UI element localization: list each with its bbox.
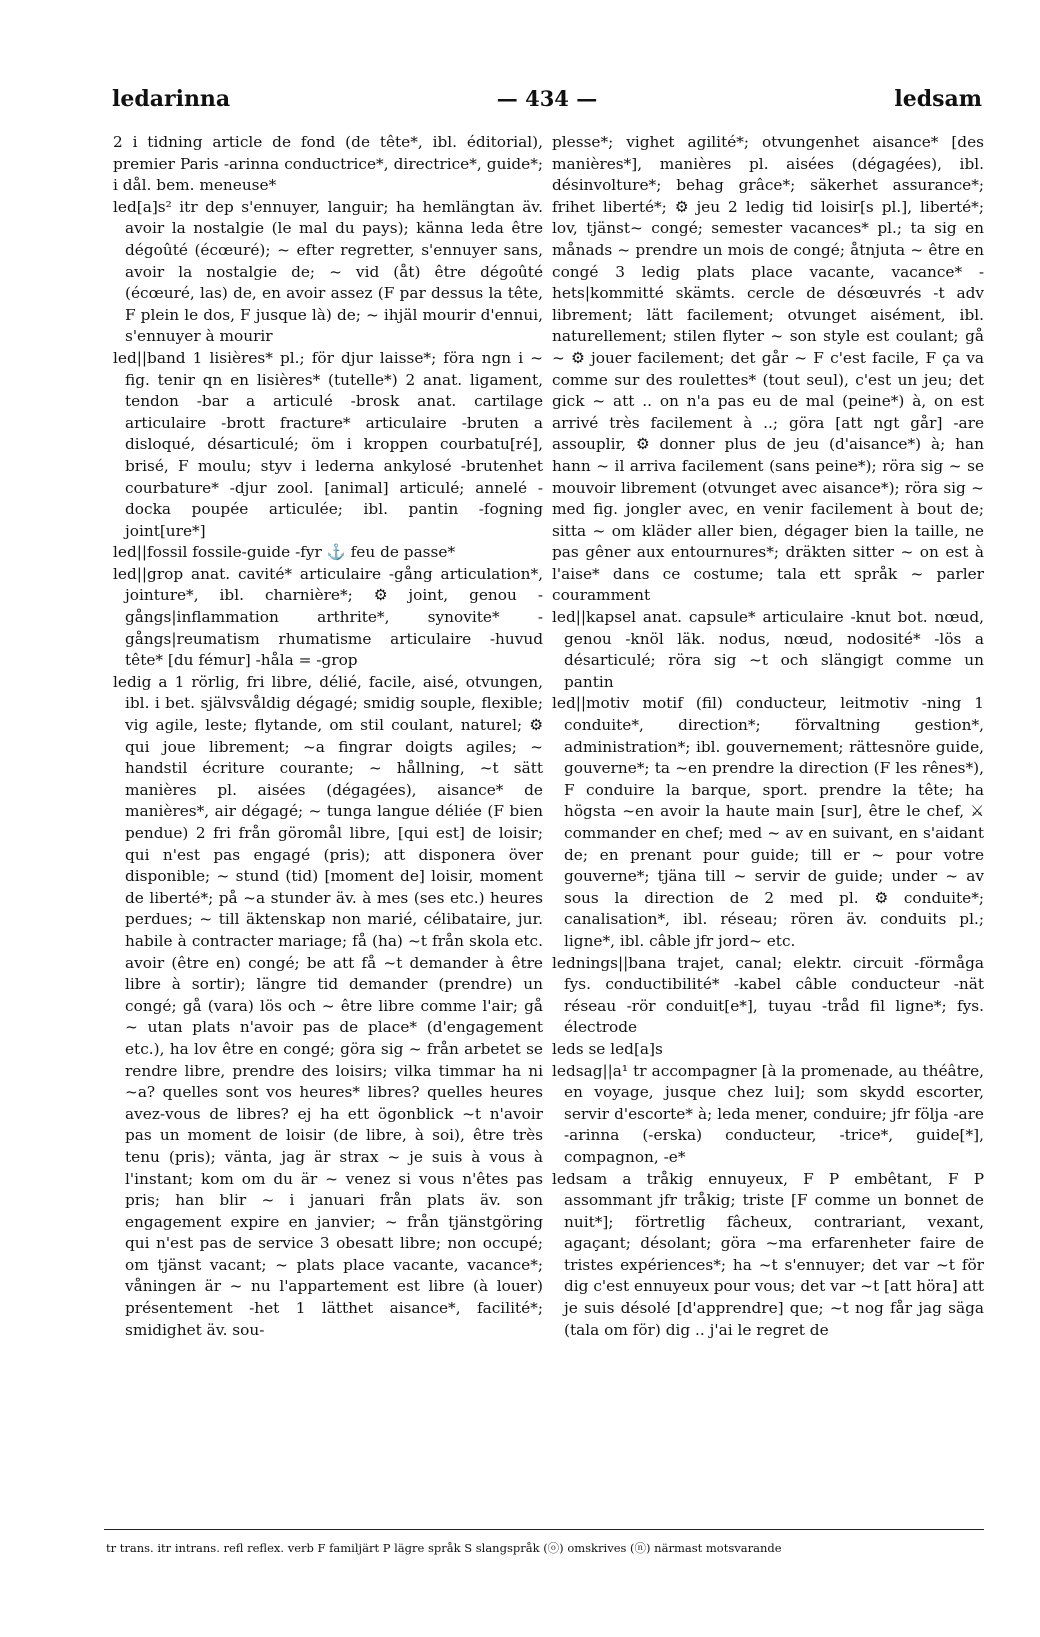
- left-guideword: ledarinna: [112, 86, 231, 112]
- left-column: [113, 132, 543, 1341]
- right-column: [552, 132, 984, 1341]
- page-header: [112, 86, 982, 120]
- entry-ledsaga: ledsag||a¹ tr accompagner [à la promenade, au théâtre, en voyage, jusque chez lui]; som skydd escorter, servir d'escorte* à; leda mener, conduire; jfr följa -are -arinna (-erska) conducteur, -trice*, guide[*], compagnon, -e*: [552, 1061, 984, 1166]
- page-number: — 434 —: [496, 86, 598, 111]
- entry-ledband: led||band 1 lisières* pl.; för djur laisse*; föra ngn i ~ fig. tenir qn en lisières* (tutelle*) 2 anat. ligament, tendon -bar a articulé -brosk anat. cartilage articulaire -brott fracture* articulaire -bruten a disloqué, désarticulé; öm i kroppen courbatu[ré], brisé, F moulu; styv i lederna ankylosé -brutenhet courbature* -djur zool. [animal] articulé; annelé -docka poupée articulée; ibl. pantin -fogning joint[ure*]: [113, 348, 543, 540]
- entry-ledgrop: led||grop anat. cavité* articulaire -gång articulation*, jointure*, ibl. charnière*; ⚙ joint, genou -gångs|inflammation arthrite*, synovite* -gångs|reumatism rhumatisme articulaire -huvud tête* [du fémur] -håla = -grop: [113, 564, 543, 670]
- entry-continuation: plesse*; vighet agilité*; otvungenhet aisance* [des manières*], manières pl. aisées (dégagées), ibl. désinvolture*; behag grâce*; säkerhet assurance*; frihet liberté*; ⚙ jeu 2 ledig tid loisir[s pl.], liberté*; lov, tjänst~ congé; semester vacances* pl.; ta sig en månads ~ prendre un mois de congé; åtnjuta ~ être en congé 3 ledig plats place vacante, vacance* -hets|kommitté skämts. cercle de désœuvrés -t adv librement; lätt facilement; otvunget aisément, ibl. naturellement; stilen flyter ~ son style est coulant; gå ~ ⚙ jouer facilement; det går ~ F c'est facile, F ça va comme sur des roulettes* (tout seul), c'est un jeu; det gick ~ att .. on n'a pas eu de mal (peine*) à, on est arrivé très facilement à ..; göra [att ngt går] -are assouplir, ⚙ donner plus de jeu (d'aisance*) à; han hann ~ il arriva facilement (sans peine*); röra sig ~ se mouvoir librement (otvunget avec aisance*); röra sig ~ med fig. jongler avec, en venir facilement à bout de; sitta ~ om kläder aller bien, dégager bien la taille, ne pas gêner aux entournures*; dräkten sitter ~ on est à l'aise* dans ce costume; tala ett språk ~ parler couramment: [552, 133, 984, 605]
- entry-ledfossil: led||fossil fossile-guide -fyr ⚓ feu de passe*: [113, 543, 456, 562]
- entry-ledmotiv: led||motiv motif (fil) conducteur, leitmotiv -ning 1 conduite*, direction*; förvaltning gestion*, administration*; ibl. gouvernement; rättesnöre guide, gouverne*; ta ~en prendre la direction (F les rênes*), F conduire la barque, sport. prendre la tête; ha högsta ~en avoir la haute main [sur], être le chef, ⚔ commander en chef; med ~ av en suivant, en s'aidant de; en prenant pour guide; till er ~ pour votre gouverne*; tjäna till ~ servir de guide; under ~ av sous la direction de 2 med pl. ⚙ conduite*; canalisation*, ibl. réseau; rören äv. conduits pl.; ligne*, ibl. câble jfr jord~ etc.: [552, 694, 984, 950]
- entry-ledsam: ledsam a tråkig ennuyeux, F P embêtant, F P assommant jfr tråkig; triste [F comme un bonnet de nuit*]; förtretlig fâcheux, contrariant, vexant, agaçant; désolant; göra ~ma erfarenheter faire de tristes expériences*; ha ~t s'ennuyer; det var ~t för dig c'est ennuyeux pour vous; det var ~t [att höra] att je suis désolé [d'apprendre] que; ~t nog får jag säga (tala om för) dig .. j'ai le regret de: [552, 1169, 984, 1339]
- entry-leds: leds se led[a]s: [552, 1039, 663, 1058]
- entry-ledkapsel: led||kapsel anat. capsule* articulaire -knut bot. nœud, genou -knöl läk. nodus, nœud, nodosité* -lös a désarticulé; röra sig ~t och slängigt comme un pantin: [552, 608, 984, 691]
- footer-rule: [104, 1529, 984, 1530]
- right-guideword: ledsam: [894, 86, 982, 112]
- entry-ledas: led[a]s² itr dep s'ennuyer, languir; ha hemlängtan äv. avoir la nostalgie (le mal du pays); känna leda être dégoûté (écœuré); ~ efter regretter, s'ennuyer sans, avoir la nostalgie de; ~ vid (åt) être dégoûté (écœuré, las) de, en avoir assez (F par dessus la tête, F plein le dos, F jusque là) de; ~ ihjäl mourir d'ennui, s'ennuyer à mourir: [113, 197, 543, 346]
- entry-ledig: ledig a 1 rörlig, fri libre, délié, facile, aisé, otvungen, ibl. i bet. självsvåldig dégagé; smidig souple, flexible; vig agile, leste; flytande, om stil coulant, naturel; ⚙ qui joue librement; ~a fingrar doigts agiles; ~ handstil écriture courante; ~ hållning, ~t sätt manières pl. aisées (dégagées), aisance* de manières*, air dégagé; ~ tunga langue déliée (F bien pendue) 2 fri från göromål libre, [qui est] de loisir; qui n'est pas engagé (pris); att disponera över disponible; ~ stund (tid) [moment de] loisir, moment de liberté*; på ~a stunder äv. à mes (ses etc.) heures perdues; ~ till äktenskap non marié, célibataire, jur. habile à contracter mariage; få (ha) ~t från skola etc. avoir (être en) congé; be att få ~t demander à être libre à sortir); längre tid demander (prendre) un congé; gå (vara) lös och ~ être libre comme l'air; gå ~ utan plats n'avoir pas de place* (d'engagement etc.), ha lov être en congé; göra sig ~ från arbetet se rendre libre, prendre des loisirs; vilka timmar ha ni ~a? quelles sont vos heures* libres? quelles heures avez-vous de libres? ej ha ett ögonblick ~t n'avoir pas un moment de loisir (de libre, à soi), être très tenu (pris); vänta, jag är strax ~ je suis à vous à l'instant; kom om du är ~ venez si vous n'êtes pas pris; han blir ~ i januari från plats äv. son engagement expire en janvier; ~ från tjänstgöring qui n'est pas de service 3 obesatt libre; non occupé; om tjänst vacant; ~ plats place vacante, vacance*; våningen är ~ nu l'appartement est libre (à louer) présentement -het 1 lätthet aisance*, facilité*; smidighet äv. sou-: [113, 672, 543, 1339]
- entry-continuation: 2 i tidning article de fond (de tête*, ibl. éditorial), premier Paris -arinna conductrice*, directrice*, guide*; i dål. bem. meneuse*: [113, 133, 543, 195]
- abbreviation-legend: tr trans. itr intrans. refl reflex. verb F familjärt P lägre språk S slangspråk (ⓞ) omskrives (ⓝ) närmast motsvarande: [106, 1541, 782, 1555]
- entry-ledningsbana: lednings||bana trajet, canal; elektr. circuit -förmåga fys. conductibilité* -kabel câble conducteur -nät réseau -rör conduit[e*], tuyau -tråd fil ligne*; fys. électrode: [552, 953, 984, 1037]
